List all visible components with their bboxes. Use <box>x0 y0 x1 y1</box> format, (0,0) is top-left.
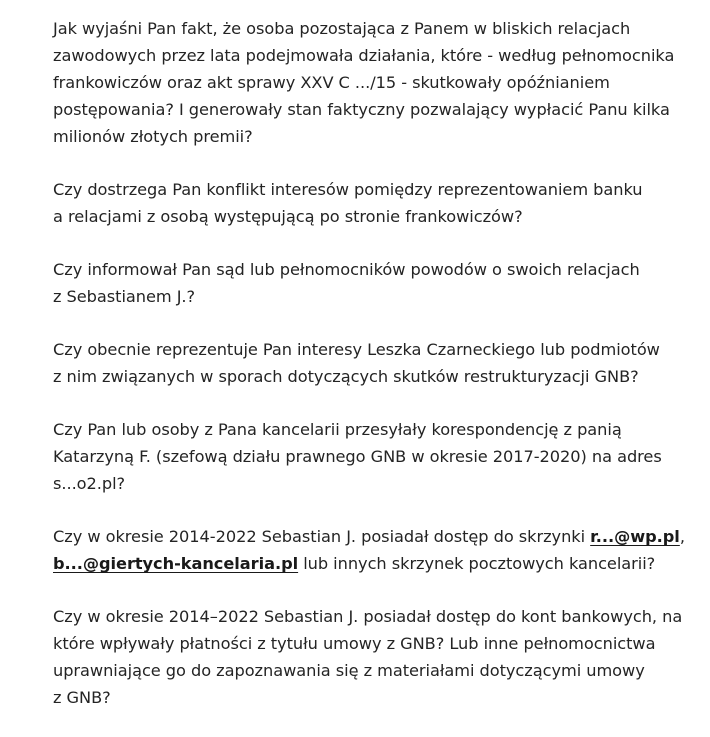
email-link-kancelaria[interactable]: b...@giertych-kancelaria.pl <box>53 554 299 573</box>
text-line: milionów złotych premii? <box>53 127 253 146</box>
text-line: Czy informował Pan sąd lub pełnomocników powodów o swoich relacjach <box>53 260 640 279</box>
paragraph-question-3 <box>53 256 693 310</box>
paragraph-question-4 <box>53 336 693 390</box>
paragraph-question-6 <box>53 523 693 577</box>
text-line: Czy obecnie reprezentuje Pan interesy Leszka Czarneckiego lub podmiotów <box>53 340 660 359</box>
text-line: Czy Pan lub osoby z Pana kancelarii przesyłały korespondencję z panią <box>53 420 622 439</box>
text-line: postępowania? I generowały stan faktyczny pozwalający wypłacić Panu kilka <box>53 100 670 119</box>
text-segment: lub innych skrzynek pocztowych kancelarii? <box>298 554 656 573</box>
text-line: Czy w okresie 2014–2022 Sebastian J. posiadał dostęp do kont bankowych, na <box>53 607 683 626</box>
text-line: z GNB? <box>53 688 111 707</box>
email-link-wp[interactable]: r...@wp.pl <box>590 527 680 546</box>
text-segment: Czy w okresie 2014-2022 Sebastian J. posiadał dostęp do skrzynki <box>53 527 591 546</box>
text-line: Jak wyjaśni Pan fakt, że osoba pozostająca z Panem w bliskich relacjach <box>53 19 631 38</box>
text-line: z nim związanych w sporach dotyczących skutków restrukturyzacji GNB? <box>53 367 639 386</box>
text-line: Czy dostrzega Pan konflikt interesów pomiędzy reprezentowaniem banku <box>53 180 643 199</box>
text-line: Katarzyną F. (szefową działu prawnego GNB w okresie 2017-2020) na adres <box>53 447 662 466</box>
text-line: zawodowych przez lata podejmowała działania, które - według pełnomocnika <box>53 46 675 65</box>
paragraph-question-2 <box>53 176 693 230</box>
paragraph-question-1 <box>53 15 693 150</box>
text-line: a relacjami z osobą występującą po stronie frankowiczów? <box>53 207 523 226</box>
text-segment: , <box>679 527 685 546</box>
paragraph-question-5 <box>53 416 693 497</box>
text-line <box>53 550 693 577</box>
paragraph-question-7 <box>53 603 693 711</box>
text-line: uprawniające go do zapoznawania się z materiałami dotyczącymi umowy <box>53 661 645 680</box>
text-line: frankowiczów oraz akt sprawy XXV C .../15 - skutkowały opóźnianiem <box>53 73 610 92</box>
article-body <box>53 15 693 737</box>
text-line <box>53 523 693 550</box>
text-line: które wpływały płatności z tytułu umowy z GNB? Lub inne pełnomocnictwa <box>53 634 656 653</box>
text-line: z Sebastianem J.? <box>53 287 196 306</box>
text-line: s...o2.pl? <box>53 474 126 493</box>
